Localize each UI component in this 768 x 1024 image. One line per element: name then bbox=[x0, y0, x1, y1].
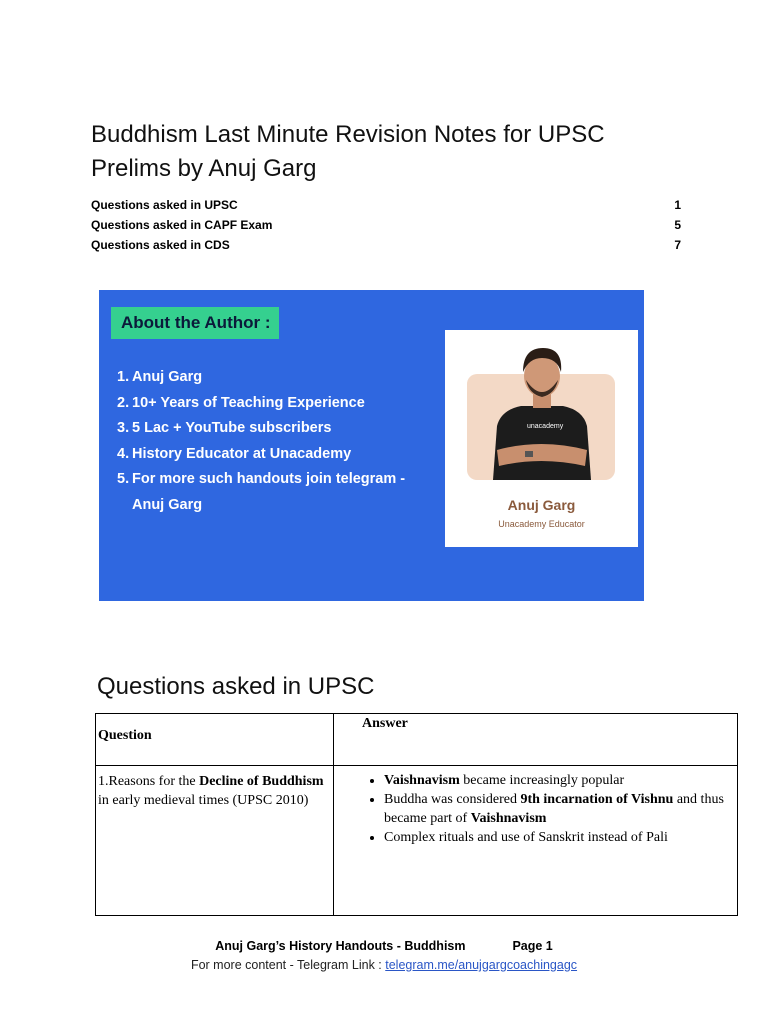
answer-point: • Vaishnavism became increasingly popular bbox=[384, 771, 735, 790]
title-line-1: Buddhism Last Minute Revision Notes for UPSC bbox=[91, 121, 605, 148]
author-photo bbox=[445, 330, 638, 490]
author-list-item: 4. History Educator at Unacademy bbox=[117, 445, 352, 462]
footer-handout-name: Anuj Garg’s History Handouts - Buddhism bbox=[215, 939, 466, 953]
author-banner bbox=[99, 290, 644, 601]
table-header-row bbox=[96, 714, 738, 766]
shirt-logo-text: unacademy bbox=[527, 423, 564, 430]
toc-page: 1 bbox=[674, 198, 681, 212]
title-line-2: Prelims by Anuj Garg bbox=[91, 155, 317, 182]
footer-title bbox=[0, 939, 768, 953]
answer-point: • Complex rituals and use of Sanskrit instead of Pali bbox=[384, 828, 735, 847]
document-title bbox=[91, 118, 691, 186]
table-row bbox=[96, 766, 738, 916]
author-list-item: 2. 10+ Years of Teaching Experience bbox=[117, 394, 365, 411]
author-photo-card bbox=[445, 330, 638, 547]
toc-label: Questions asked in CAPF Exam bbox=[91, 218, 273, 232]
answer-list bbox=[356, 771, 735, 847]
footer-page-number: Page 1 bbox=[512, 939, 553, 953]
answer-point: • Buddha was considered 9th incarnation of Vishnu and thus became part of Vaishnavism bbox=[384, 790, 735, 828]
author-list bbox=[117, 365, 437, 518]
author-heading: About the Author : bbox=[111, 307, 279, 339]
question-cell: 1.Reasons for the Decline of Buddhism in early medieval times (UPSC 2010) bbox=[96, 766, 334, 916]
toc-page: 7 bbox=[674, 238, 681, 252]
qa-table bbox=[95, 713, 738, 916]
photo-caption-subtitle: Unacademy Educator bbox=[498, 519, 585, 529]
footer-link-line bbox=[0, 958, 768, 972]
footer-link-prefix: For more content - Telegram Link : bbox=[190, 958, 386, 972]
table-of-contents bbox=[91, 195, 681, 255]
author-list-item: 1. Anuj Garg bbox=[117, 369, 203, 385]
toc-label: Questions asked in UPSC bbox=[91, 198, 238, 212]
toc-row[interactable] bbox=[91, 235, 681, 255]
toc-row[interactable] bbox=[91, 195, 681, 215]
toc-page: 5 bbox=[674, 218, 681, 232]
telegram-link[interactable]: telegram.me/anujgargcoachingagc bbox=[385, 958, 578, 972]
column-header-answer: Answer bbox=[334, 714, 738, 766]
toc-label: Questions asked in CDS bbox=[91, 238, 230, 252]
author-list-item: 3. 5 Lac + YouTube subscribers bbox=[117, 420, 332, 436]
column-header-question: Question bbox=[96, 714, 334, 766]
answer-cell bbox=[334, 766, 738, 916]
toc-row[interactable] bbox=[91, 215, 681, 235]
photo-caption-name: Anuj Garg bbox=[507, 497, 576, 513]
section-heading: Questions asked in UPSC bbox=[97, 673, 375, 700]
author-list-item: 5. For more such handouts join telegram - Anuj Garg bbox=[117, 471, 406, 513]
